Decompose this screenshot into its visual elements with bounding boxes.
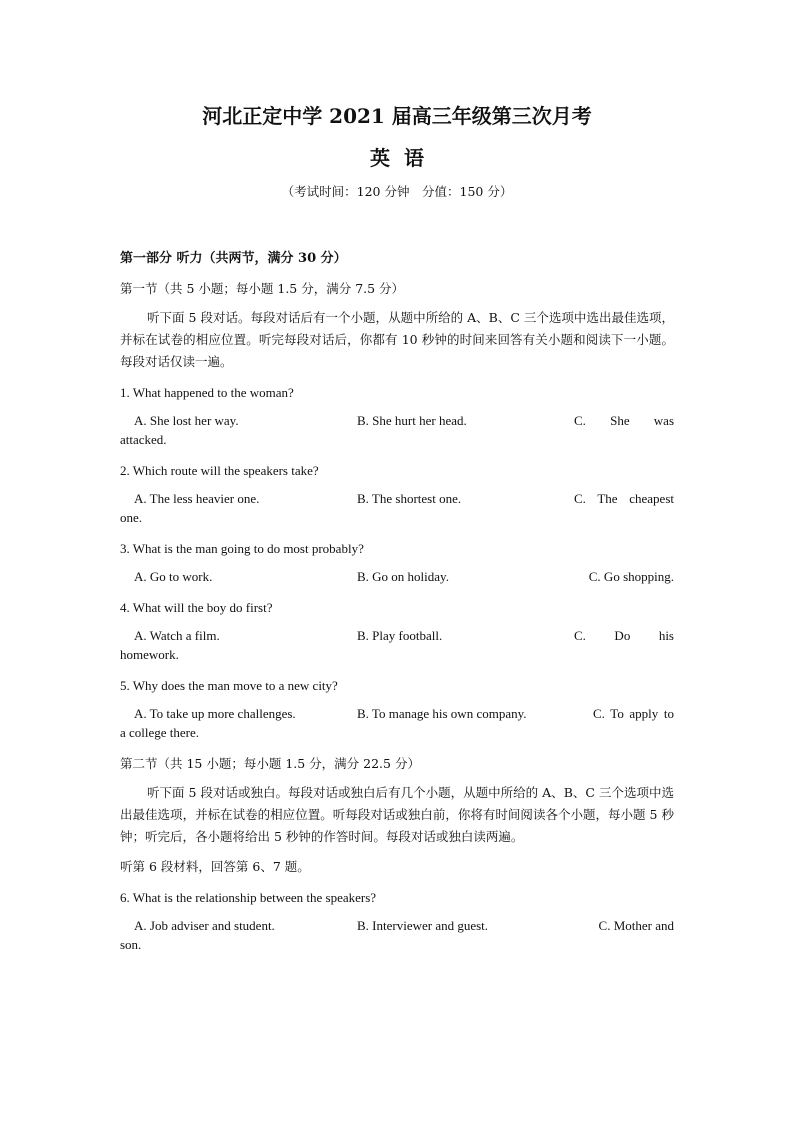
option-a: A. Watch a film. xyxy=(134,628,220,643)
option-a: A. To take up more challenges. xyxy=(134,706,296,721)
section-heading: 第二节（共 15 小题；每小题 1.5 分，满分 22.5 分） xyxy=(120,756,420,771)
question-options xyxy=(120,916,674,954)
question-stem: 4. What will the boy do first? xyxy=(120,600,273,615)
section-instruction: 听下面 5 段对话或独白。每段对话或独白后有几个小题，从题中所给的 A、B、C 三个选项中选出最佳选项，并标在试卷的相应位置。听每段对话或独白前，你将有时间阅读各个小题，每小题 5 秒钟；听完后，各小题将给出 5 秒钟的作答时间。每段对话或独白读两遍。 xyxy=(120,785,674,844)
option-a: A. The less heavier one. xyxy=(134,491,260,506)
part-heading: 第一部分 听力（共两节，满分 30 分） xyxy=(120,251,347,266)
question-stem: 3. What is the man going to do most probably? xyxy=(120,541,364,556)
question-options xyxy=(120,411,674,449)
option-c: C. Do his xyxy=(574,628,674,643)
section-heading: 第一节（共 5 小题；每小题 1.5 分，满分 7.5 分） xyxy=(120,281,405,296)
exam-info: （考试时间：120 分钟 分值：150 分） xyxy=(281,184,513,199)
option-a: A. She lost her way. xyxy=(134,413,239,428)
option-wrap: son. xyxy=(120,937,142,952)
option-wrap: one. xyxy=(120,510,143,525)
question-options xyxy=(120,704,674,742)
subject-title: 英语 xyxy=(370,146,438,170)
option-a: A. Job adviser and student. xyxy=(134,918,275,933)
option-wrap: a college there. xyxy=(120,725,200,740)
option-b: B. Interviewer and guest. xyxy=(357,918,489,933)
option-c: C. To apply to xyxy=(593,706,674,721)
question-options xyxy=(120,626,674,664)
option-c: C. Mother and xyxy=(598,918,674,933)
option-wrap: attacked. xyxy=(120,432,167,447)
exam-title: 河北正定中学 2021 届高三年级第三次月考 xyxy=(202,104,592,128)
material-note: 听第 6 段材料，回答第 6、7 题。 xyxy=(120,859,310,874)
option-b: B. Go on holiday. xyxy=(357,569,449,584)
exam-body xyxy=(120,247,674,964)
option-b: B. She hurt her head. xyxy=(357,413,467,428)
option-b: B. To manage his own company. xyxy=(357,706,527,721)
option-b: B. The shortest one. xyxy=(357,491,462,506)
question-stem: 1. What happened to the woman? xyxy=(120,385,294,400)
question-options xyxy=(120,567,674,586)
option-c: C. She was xyxy=(574,413,674,428)
option-wrap: homework. xyxy=(120,647,179,662)
question-stem: 6. What is the relationship between the speakers? xyxy=(120,890,377,905)
option-a: A. Go to work. xyxy=(134,569,213,584)
option-c: C. Go shopping. xyxy=(588,569,674,584)
question-options xyxy=(120,489,674,527)
question-stem: 5. Why does the man move to a new city? xyxy=(120,678,338,693)
option-c: C. The cheapest xyxy=(574,491,674,506)
option-b: B. Play football. xyxy=(357,628,443,643)
question-stem: 2. Which route will the speakers take? xyxy=(120,463,319,478)
section-instruction: 听下面 5 段对话。每段对话后有一个小题，从题中所给的 A、B、C 三个选项中选出最佳选项，并标在试卷的相应位置。听完每段对话后，你都有 10 秒钟的时间来回答有关小题和阅读下一小题。每段对话仅读一遍。 xyxy=(120,310,674,369)
